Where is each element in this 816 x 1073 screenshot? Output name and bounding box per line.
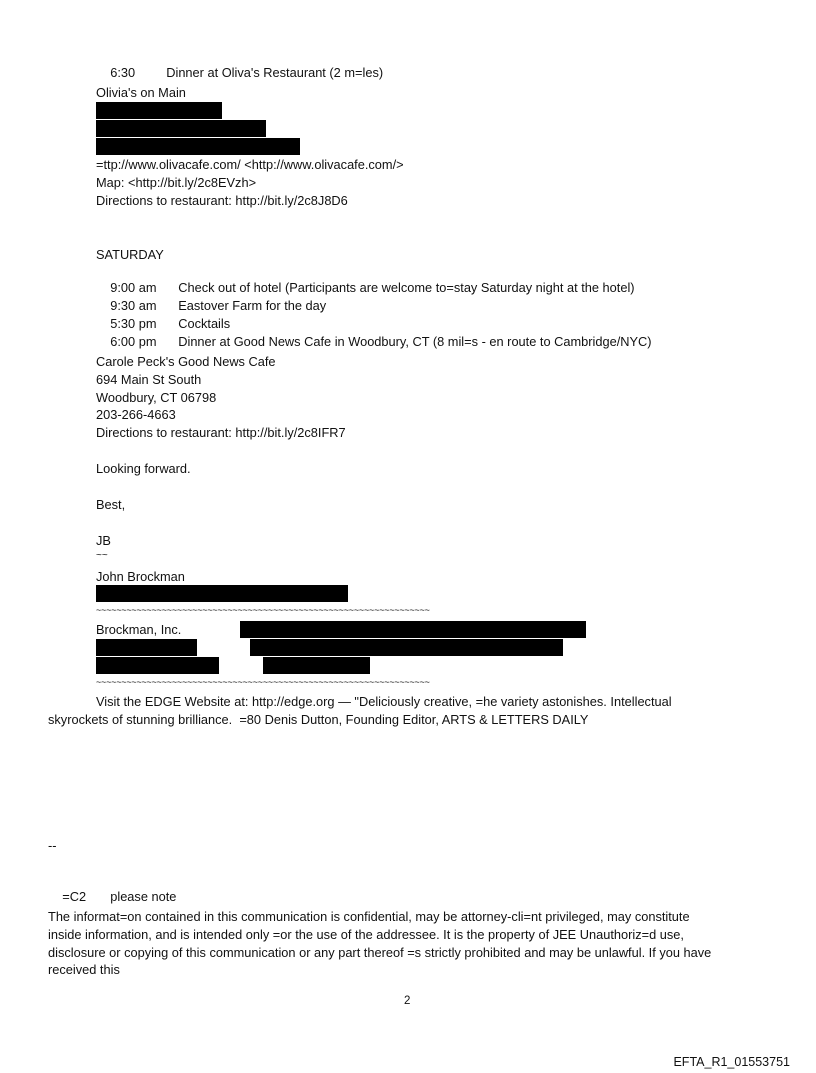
redaction-block <box>96 120 266 137</box>
schedule-time: 9:00 am <box>110 280 157 295</box>
restaurant-name: Olivia's on Main <box>96 85 186 100</box>
signature-name: John Brockman <box>96 569 185 584</box>
redaction-block <box>96 138 300 155</box>
company-name: Brockman, Inc. <box>96 622 182 637</box>
tilde-divider: ~~~~~~~~~~~~~~~~~~~~~~~~~~~~~~~~~~~~~~~~~~~~~~~~~~~~~~~~~~~~~~~~~~ <box>96 677 430 687</box>
cafe-name: Carole Peck's Good News Cafe <box>96 354 276 369</box>
cafe-street: 694 Main St South <box>96 372 202 387</box>
redaction-block <box>96 585 348 602</box>
schedule-time: 9:30 am <box>110 298 157 313</box>
disclaimer-line: The informat=on contained in this communication is confidential, may be attorney-cli=nt privileged, may constitute <box>48 909 690 924</box>
redaction-block <box>240 621 586 638</box>
signature-initials: JB <box>96 533 111 548</box>
signature-tilde: ~~ <box>96 550 108 561</box>
schedule-time: 6:00 pm <box>110 334 157 349</box>
note-code: =C2 <box>62 889 87 904</box>
redaction-block <box>96 657 219 674</box>
document-id: EFTA_R1_01553751 <box>673 1055 790 1069</box>
dinner-text: Dinner at Oliva's Restaurant (2 m=les) <box>166 65 384 80</box>
looking-forward: Looking forward. <box>96 461 191 476</box>
schedule-text: Dinner at Good News Cafe in Woodbury, CT (8 mil=s - en route to Cambridge/NYC) <box>178 334 652 349</box>
disclaimer-line: received this <box>48 962 120 977</box>
cafe-city: Woodbury, CT 06798 <box>96 390 217 405</box>
edge-line-1: Visit the EDGE Website at: http://edge.org — "Deliciously creative, =he variety astonishes. Intellectual <box>96 694 672 709</box>
edge-line-2: skyrockets of stunning brilliance. =80 Denis Dutton, Founding Editor, ARTS & LETTERS DAILY <box>48 712 589 727</box>
redaction-block <box>250 639 563 656</box>
redaction-block <box>96 639 197 656</box>
restaurant-directions: Directions to restaurant: http://bit.ly/2c8J8D6 <box>96 193 348 208</box>
sign-off: Best, <box>96 497 126 512</box>
disclaimer-line: disclosure or copying of this communication or any part thereof =s strictly prohibited and may be unlawful. If you have <box>48 945 712 960</box>
schedule-time: 5:30 pm <box>110 316 157 331</box>
saturday-heading: SATURDAY <box>96 247 164 262</box>
schedule-text: Cocktails <box>178 316 231 331</box>
schedule-text: Check out of hotel (Participants are welcome to=stay Saturday night at the hotel) <box>178 280 635 295</box>
schedule-text: Eastover Farm for the day <box>178 298 327 313</box>
disclaimer-line: inside information, and is intended only =or the use of the addressee. It is the property of JEE Unauthoriz=d use, <box>48 927 684 942</box>
separator-dashes: -- <box>48 838 57 853</box>
cafe-phone: 203-266-4663 <box>96 407 176 422</box>
page-number: 2 <box>404 995 411 1007</box>
note-text: please note <box>110 889 177 904</box>
redaction-block <box>263 657 370 674</box>
tilde-divider: ~~~~~~~~~~~~~~~~~~~~~~~~~~~~~~~~~~~~~~~~~~~~~~~~~~~~~~~~~~~~~~~~~~ <box>96 605 430 615</box>
restaurant-website: =ttp://www.olivacafe.com/ <http://www.olivacafe.com/> <box>96 157 404 172</box>
dinner-time: 6:30 <box>110 65 136 80</box>
cafe-directions: Directions to restaurant: http://bit.ly/2c8IFR7 <box>96 425 346 440</box>
restaurant-map-link: Map: <http://bit.ly/2c8EVzh> <box>96 175 257 190</box>
redaction-block <box>96 102 222 119</box>
